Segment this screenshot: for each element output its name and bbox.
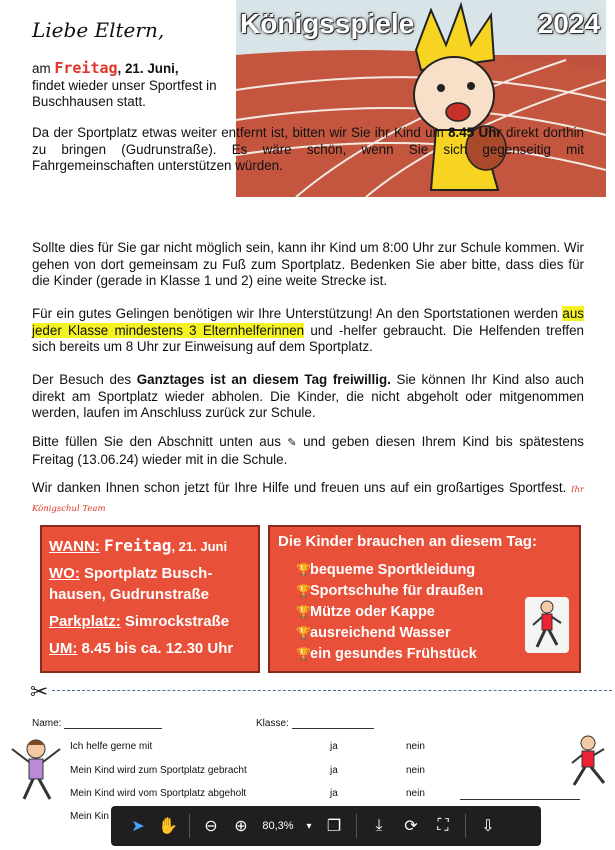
- needs-heading: Die Kinder brauchen an diesem Tag:: [278, 533, 537, 550]
- pencil-icon: ✎: [287, 437, 297, 449]
- trophy-icon: 🏆: [296, 563, 311, 577]
- ganztag-text-a: Der Besuch des: [32, 372, 137, 387]
- cut-line: [52, 690, 612, 691]
- klasse-label: Klasse:: [256, 718, 289, 729]
- toolbar-divider: [356, 814, 357, 838]
- wo-label: WO:: [49, 565, 80, 582]
- needs-item-label: bequeme Sportkleidung: [310, 562, 476, 578]
- form-row-yes[interactable]: ja: [330, 788, 338, 799]
- rotate-icon[interactable]: ⟳: [404, 818, 418, 835]
- zoom-dropdown-icon[interactable]: ▾: [306, 820, 312, 832]
- wo-value: Sportplatz Busch-hausen, Gudrunstraße: [49, 565, 213, 603]
- intro-paragraph: [32, 60, 232, 111]
- runner-girl-icon: [525, 597, 569, 653]
- greeting: Liebe Eltern,: [32, 18, 165, 42]
- trophy-icon: 🏆: [296, 605, 311, 619]
- zoom-level[interactable]: 80,3%: [262, 820, 294, 832]
- thanks-text: Wir danken Ihnen schon jetzt für Ihre Hilfe und freuen uns auf ein großartiges Sportfest.: [32, 480, 567, 495]
- name-field[interactable]: [32, 718, 162, 729]
- form-row-label: Ich helfe gerne mit: [70, 741, 153, 752]
- name-label: Name:: [32, 718, 62, 729]
- form-row-yes[interactable]: ja: [330, 765, 338, 776]
- paragraph-ganztag: [32, 372, 584, 422]
- trophy-icon: 🏆: [296, 584, 311, 598]
- form-request-text-b: und geben diesen Ihrem Kind bis spätestens Freitag (13.06.24) wieder mit in die Schule.: [32, 434, 584, 467]
- running-boy-icon: [566, 733, 610, 793]
- hero-year: 2024: [537, 8, 600, 39]
- wann-label: WANN:: [49, 538, 100, 555]
- paragraph-thanks: [32, 480, 584, 517]
- jumping-girl-icon: [6, 735, 66, 805]
- needs-item-label: ausreichend Wasser: [310, 625, 451, 641]
- signature-line[interactable]: [460, 789, 580, 800]
- trophy-icon: 🏆: [296, 647, 311, 661]
- um-value: 8.45 bis ca. 12.30 Uhr: [81, 640, 234, 657]
- trophy-icon: 🏆: [296, 626, 311, 640]
- paragraph-arrival: [32, 125, 584, 175]
- form-row-no[interactable]: nein: [406, 788, 425, 799]
- signature: Ihr Königschul Team: [32, 485, 584, 514]
- hand-pan-icon[interactable]: ✋: [158, 818, 178, 835]
- form-row-label: Mein Kind wird zum Sportplatz gebracht: [70, 765, 247, 776]
- arrival-text-b: direkt dorthin zu bringen (Gudrunstraße). Es wäre schön, wenn Sie sich gegenseitig mit Fahrgemeinschaften unterstützen würden.: [32, 125, 584, 173]
- hero-title: Königsspiele: [240, 8, 415, 39]
- arrival-time: 8.45 Uhr: [448, 125, 502, 140]
- fullscreen-icon[interactable]: ⛶: [437, 817, 449, 834]
- pdf-toolbar: [111, 806, 541, 846]
- toolbar-divider: [465, 814, 466, 838]
- scissors-icon: ✂: [30, 679, 49, 704]
- form-request-text-a: Bitte füllen Sie den Abschnitt unten aus: [32, 434, 288, 449]
- name-line[interactable]: [64, 719, 162, 729]
- ganztag-text-b: Sie können Ihr Kind also auch direkt am Sportplatz wieder abholen. Die Kinder, die nicht abgeholt oder mitgenommen werden, laufen im Anschluss zurück zur Schule.: [32, 372, 584, 420]
- wann-date: , 21. Juni: [171, 539, 228, 554]
- um-label: UM:: [49, 640, 78, 657]
- parkplatz-value: Simrockstraße: [124, 613, 230, 630]
- select-pointer-icon[interactable]: ➤: [131, 818, 145, 835]
- paragraph-helpers: [32, 306, 584, 356]
- form-row-no[interactable]: nein: [406, 741, 425, 752]
- toolbar-divider: [189, 814, 190, 838]
- parkplatz-label: Parkplatz:: [49, 613, 121, 630]
- intro-text: am: [32, 61, 55, 76]
- needs-item-label: Sportschuhe für draußen: [310, 583, 484, 599]
- klasse-field[interactable]: [256, 718, 374, 729]
- fit-page-icon[interactable]: ⤓: [375, 817, 383, 834]
- form-row-label: Mein Kind wird vom Sportplatz abgeholt: [70, 788, 247, 799]
- form-row-yes[interactable]: ja: [330, 741, 338, 752]
- download-icon[interactable]: ⇩: [481, 818, 495, 835]
- paragraph-school-option: Sollte dies für Sie gar nicht möglich sein, kann ihr Kind um 8:00 Uhr zur Schule kommen. Wir gehen von dort gemeinsam zu Fuß zum Sportplatz. Bedenken Sie aber bitte, dass dies für die Kinder (gerade in Klasse 1 und 2) eine weite Strecke ist.: [32, 240, 584, 288]
- zoom-in-icon[interactable]: ⊕: [234, 818, 248, 835]
- page-view-icon[interactable]: ❐: [326, 818, 342, 835]
- arrival-text-a: Da der Sportplatz etwas weiter entfernt ist, bitten wir Sie ihr Kind um: [32, 125, 449, 140]
- zoom-out-icon[interactable]: ⊖: [204, 818, 218, 835]
- needs-item: [296, 560, 571, 581]
- helpers-text-b: und -helfer gebraucht. Die Helfenden treffen sich bereits um 8 Uhr zur Einweisung auf dem Sportplatz.: [32, 322, 584, 354]
- needs-item-label: ein gesundes Frühstück: [310, 646, 477, 662]
- event-info-box: [40, 525, 260, 673]
- needs-box: [268, 525, 581, 673]
- form-row-label: Mein Kin: [70, 811, 109, 822]
- form-row-no[interactable]: nein: [406, 765, 425, 776]
- needs-item-label: Mütze oder Kappe: [310, 604, 435, 620]
- intro-rest: findet wieder unser Sportfest in Buschhausen statt.: [32, 77, 217, 109]
- klasse-line[interactable]: [292, 719, 374, 729]
- friday-word: Freitag: [54, 59, 118, 77]
- intro-date: , 21. Juni,: [117, 61, 179, 76]
- ganztag-bold: Ganztages ist an diesem Tag freiwillig.: [136, 372, 391, 387]
- helpers-text-a: Für ein gutes Gelingen benötigen wir Ihre Unterstützung! An den Sportstationen werden: [32, 306, 563, 321]
- paragraph-form-request: [32, 434, 584, 468]
- helpers-highlight: aus jeder Klasse mindestens 3 Elternhelferinnen: [32, 306, 584, 338]
- wann-day: Freitag: [104, 536, 172, 555]
